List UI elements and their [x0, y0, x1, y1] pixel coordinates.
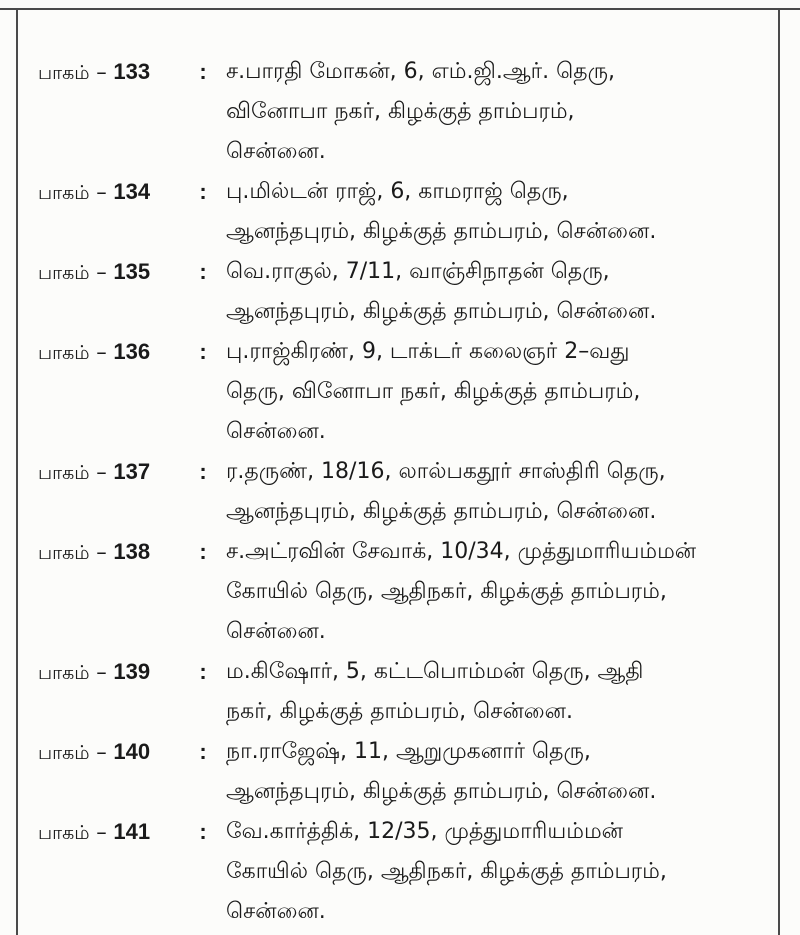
list-item [38, 452, 768, 532]
address-text [226, 452, 768, 532]
part-word: பாகம் [38, 182, 90, 204]
address-text [226, 652, 768, 732]
address-line: ஆனந்தபுரம், கிழக்குத் தாம்பரம், சென்னை. [226, 779, 657, 804]
separator-colon: : [199, 539, 207, 564]
address-line: நா.ராஜேஷ், 11, ஆறுமுகனார் தெரு, [226, 739, 591, 764]
address-line: வெ.ராகுல், 7/11, வாஞ்சிநாதன் தெரு, [226, 259, 610, 284]
address-line: ச.பாரதி மோகன், 6, எம்.ஜி.ஆர். தெரு, [226, 59, 615, 84]
address-line: பு.மில்டன் ராஜ், 6, காமராஜ் தெரு, [226, 179, 569, 204]
address-line: ஆனந்தபுரம், கிழக்குத் தாம்பரம், சென்னை. [226, 299, 657, 324]
part-dash: – [96, 540, 114, 564]
list-item [38, 332, 768, 452]
part-number: 133 [113, 59, 151, 84]
address-text [226, 732, 768, 812]
part-label [38, 812, 180, 853]
separator-colon: : [199, 459, 207, 484]
part-word: பாகம் [38, 62, 90, 84]
part-label [38, 252, 180, 293]
separator-colon: : [199, 259, 207, 284]
part-number: 138 [113, 539, 151, 564]
part-dash: – [96, 340, 114, 364]
part-word: பாகம் [38, 662, 90, 684]
part-word: பாகம் [38, 822, 90, 844]
separator-colon: : [199, 659, 207, 684]
part-number: 140 [113, 739, 151, 764]
left-border-rule [16, 10, 18, 935]
address-text [226, 172, 768, 252]
part-word: பாகம் [38, 462, 90, 484]
part-number: 135 [113, 259, 151, 284]
address-line: ஆனந்தபுரம், கிழக்குத் தாம்பரம், சென்னை. [226, 219, 657, 244]
separator-colon: : [199, 339, 207, 364]
part-label [38, 332, 180, 373]
part-word: பாகம் [38, 342, 90, 364]
part-word: பாகம் [38, 262, 90, 284]
address-line: ம.கிஷோர், 5, கட்டபொம்மன் தெரு, ஆதி [226, 659, 644, 684]
separator-colon: : [199, 59, 207, 84]
address-line: சென்னை. [226, 139, 326, 164]
list-item [38, 172, 768, 252]
address-line: வே.கார்த்திக், 12/35, முத்துமாரியம்மன் [226, 819, 623, 844]
right-border-rule [778, 10, 780, 935]
address-text [226, 52, 768, 172]
address-text [226, 252, 768, 332]
part-number: 136 [113, 339, 151, 364]
address-text [226, 332, 768, 452]
separator-colon: : [199, 819, 207, 844]
part-dash: – [96, 260, 114, 284]
part-dash: – [96, 660, 114, 684]
part-dash: – [96, 740, 114, 764]
list-item [38, 252, 768, 332]
address-line: பு.ராஜ்கிரண், 9, டாக்டர் கலைஞர் 2–வது [226, 339, 630, 364]
address-line: ஆனந்தபுரம், கிழக்குத் தாம்பரம், சென்னை. [226, 499, 657, 524]
part-label [38, 452, 180, 493]
separator-colon: : [199, 739, 207, 764]
address-text [226, 532, 768, 652]
address-line: சென்னை. [226, 619, 326, 644]
address-line: சென்னை. [226, 899, 326, 924]
part-number: 141 [113, 819, 151, 844]
part-label [38, 532, 180, 573]
part-dash: – [96, 460, 114, 484]
part-number: 134 [113, 179, 151, 204]
separator-colon: : [199, 179, 207, 204]
list-item [38, 52, 768, 172]
part-dash: – [96, 180, 114, 204]
address-line: ச.அட்ரவின் சேவாக், 10/34, முத்துமாரியம்மன் [226, 539, 697, 564]
address-line: கோயில் தெரு, ஆதிநகர், கிழக்குத் தாம்பரம், [226, 859, 667, 884]
list-item [38, 812, 768, 932]
entries-list [38, 52, 768, 932]
part-label [38, 732, 180, 773]
part-word: பாகம் [38, 742, 90, 764]
part-number: 137 [113, 459, 151, 484]
part-label [38, 52, 180, 93]
address-line: நகர், கிழக்குத் தாம்பரம், சென்னை. [226, 699, 573, 724]
part-label [38, 652, 180, 693]
list-item [38, 532, 768, 652]
address-line: ர.தருண், 18/16, லால்பகதூர் சாஸ்திரி தெரு, [226, 459, 666, 484]
list-item [38, 652, 768, 732]
address-line: வினோபா நகர், கிழக்குத் தாம்பரம், [226, 99, 575, 124]
part-number: 139 [113, 659, 151, 684]
address-line: சென்னை. [226, 419, 326, 444]
part-word: பாகம் [38, 542, 90, 564]
part-dash: – [96, 60, 114, 84]
part-dash: – [96, 820, 114, 844]
address-text [226, 812, 768, 932]
part-label [38, 172, 180, 213]
top-border-rule [0, 8, 800, 10]
address-line: கோயில் தெரு, ஆதிநகர், கிழக்குத் தாம்பரம், [226, 579, 667, 604]
list-item [38, 732, 768, 812]
address-line: தெரு, வினோபா நகர், கிழக்குத் தாம்பரம், [226, 379, 641, 404]
